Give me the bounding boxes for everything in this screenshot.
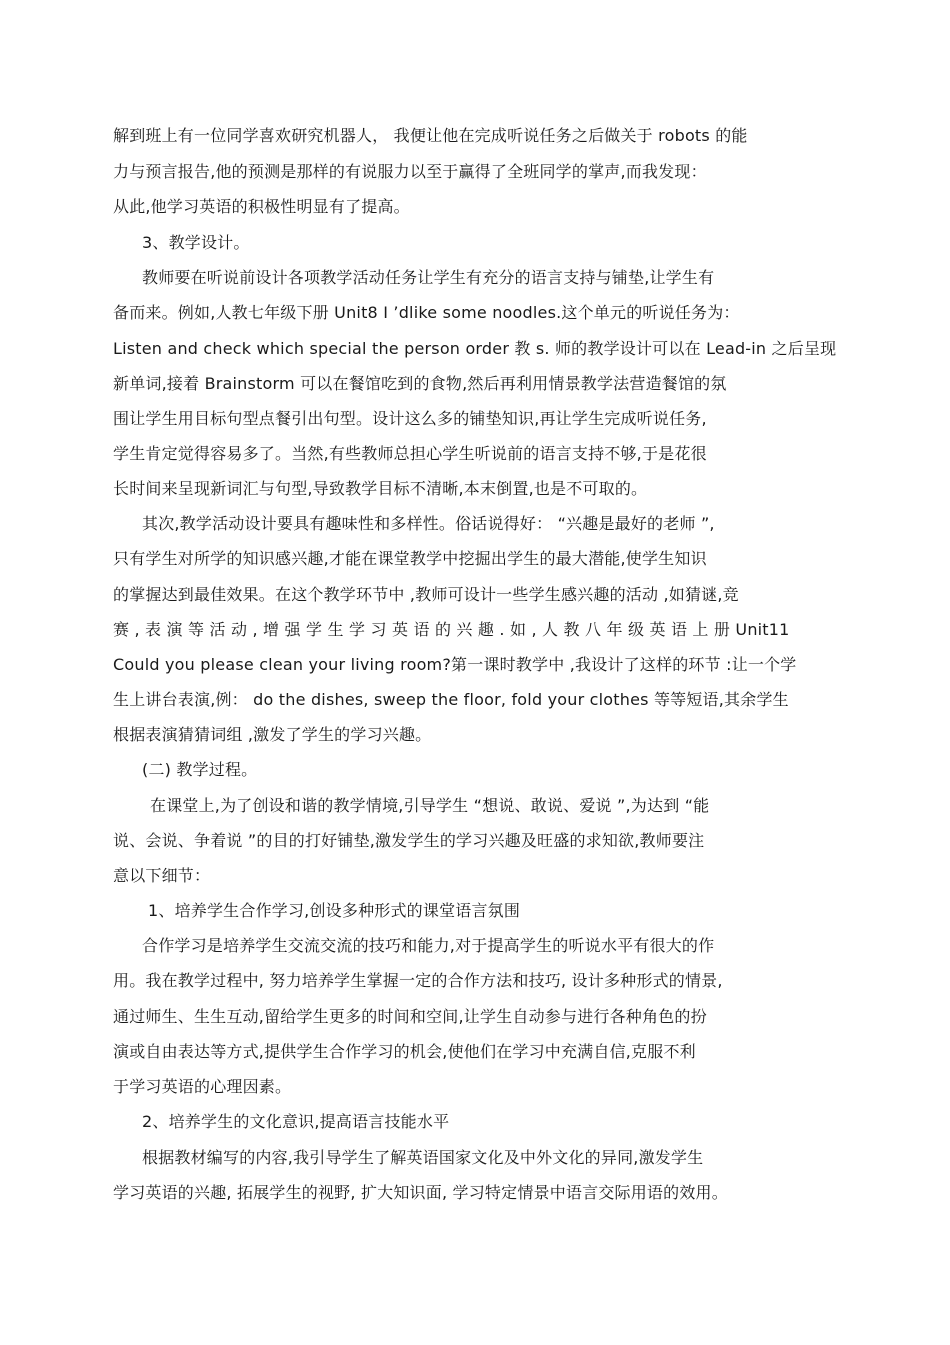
text-line: 力与预言报告,他的预测是那样的有说服力以至于赢得了全班同学的掌声,而我发现： [113,162,707,181]
text-line: Could you please clean your living room?第一课时教学中 ,我设计了这样的环节 :让一个学 [113,655,797,674]
text-line: Listen and check which special the person order 教 s. 师的教学设计可以在 Lead-in 之后呈现 [113,339,837,358]
text-line: 备而来。例如,人教七年级下册 Unit8 I ’dlike some noodles.这个单元的听说任务为： [113,303,740,322]
text-line: 围让学生用目标句型点餐引出句型。设计这么多的铺垫知识,再让学生完成听说任务, [113,409,707,428]
text-line: 根据教材编写的内容,我引导学生了解英语国家文化及中外文化的异同,激发学生 [142,1148,704,1167]
subsection-heading: 1、培养学生合作学习,创设多种形式的课堂语言氛围 [148,901,521,920]
text-line: 意以下细节： [113,866,211,885]
text-line: 说、会说、争着说 ”的目的打好铺垫,激发学生的学习兴趣及旺盛的求知欲,教师要注 [113,831,705,850]
text-line: 演或自由表达等方式,提供学生合作学习的机会,使他们在学习中充满自信,克服不利 [113,1042,696,1061]
text-line: 的掌握达到最佳效果。在这个教学环节中 ,教师可设计一些学生感兴趣的活动 ,如猜谜,竞 [113,585,739,604]
text-line: 赛 , 表 演 等 活 动 , 增 强 学 生 学 习 英 语 的 兴 趣 . 如 , 人 教 八 年 级 英 语 上 册 Unit11 [113,620,790,639]
text-line: 新单词,接着 Brainstorm 可以在餐馆吃到的食物,然后再利用情景教学法营造餐馆的氛 [113,374,727,393]
text-line: 教师要在听说前设计各项教学活动任务让学生有充分的语言支持与铺垫,让学生有 [142,268,715,287]
section-heading: 3、教学设计。 [142,233,250,252]
section-heading: (二) 教学过程。 [142,760,258,779]
text-line: 合作学习是培养学生交流交流的技巧和能力,对于提高学生的听说水平有很大的作 [142,936,715,955]
text-line: 只有学生对所学的知识感兴趣,才能在课堂教学中挖掘出学生的最大潜能,使学生知识 [113,549,707,568]
text-line: 用。我在教学过程中, 努力培养学生掌握一定的合作方法和技巧, 设计多种形式的情景, [113,971,723,990]
text-line: 从此,他学习英语的积极性明显有了提高。 [113,197,410,216]
text-line: 长时间来呈现新词汇与句型,导致教学目标不清晰,本末倒置,也是不可取的。 [113,479,648,498]
text-line: 生上讲台表演,例： do the dishes, sweep the floor, fold your clothes 等等短语,其余学生 [113,690,789,709]
text-line: 其次,教学活动设计要具有趣味性和多样性。俗话说得好： “兴趣是最好的老师 ”, [142,514,715,533]
text-line: 学生肯定觉得容易多了。当然,有些教师总担心学生听说前的语言支持不够,于是花很 [113,444,707,463]
text-line: 于学习英语的心理因素。 [113,1077,292,1096]
text-line: 通过师生、生生互动,留给学生更多的时间和空间,让学生自动参与进行各种角色的扮 [113,1007,707,1026]
text-line: 学习英语的兴趣, 拓展学生的视野, 扩大知识面, 学习特定情景中语言交际用语的效用。 [113,1183,728,1202]
text-line: 解到班上有一位同学喜欢研究机器人， 我便让他在完成听说任务之后做关于 robots 的能 [113,126,748,145]
text-line: 根据表演猜猜词组 ,激发了学生的学习兴趣。 [113,725,432,744]
text-line: 在课堂上,为了创设和谐的教学情境,引导学生 “想说、敢说、爱说 ”,为达到 “能 [150,796,710,815]
subsection-heading: 2、培养学生的文化意识,提高语言技能水平 [142,1112,450,1131]
